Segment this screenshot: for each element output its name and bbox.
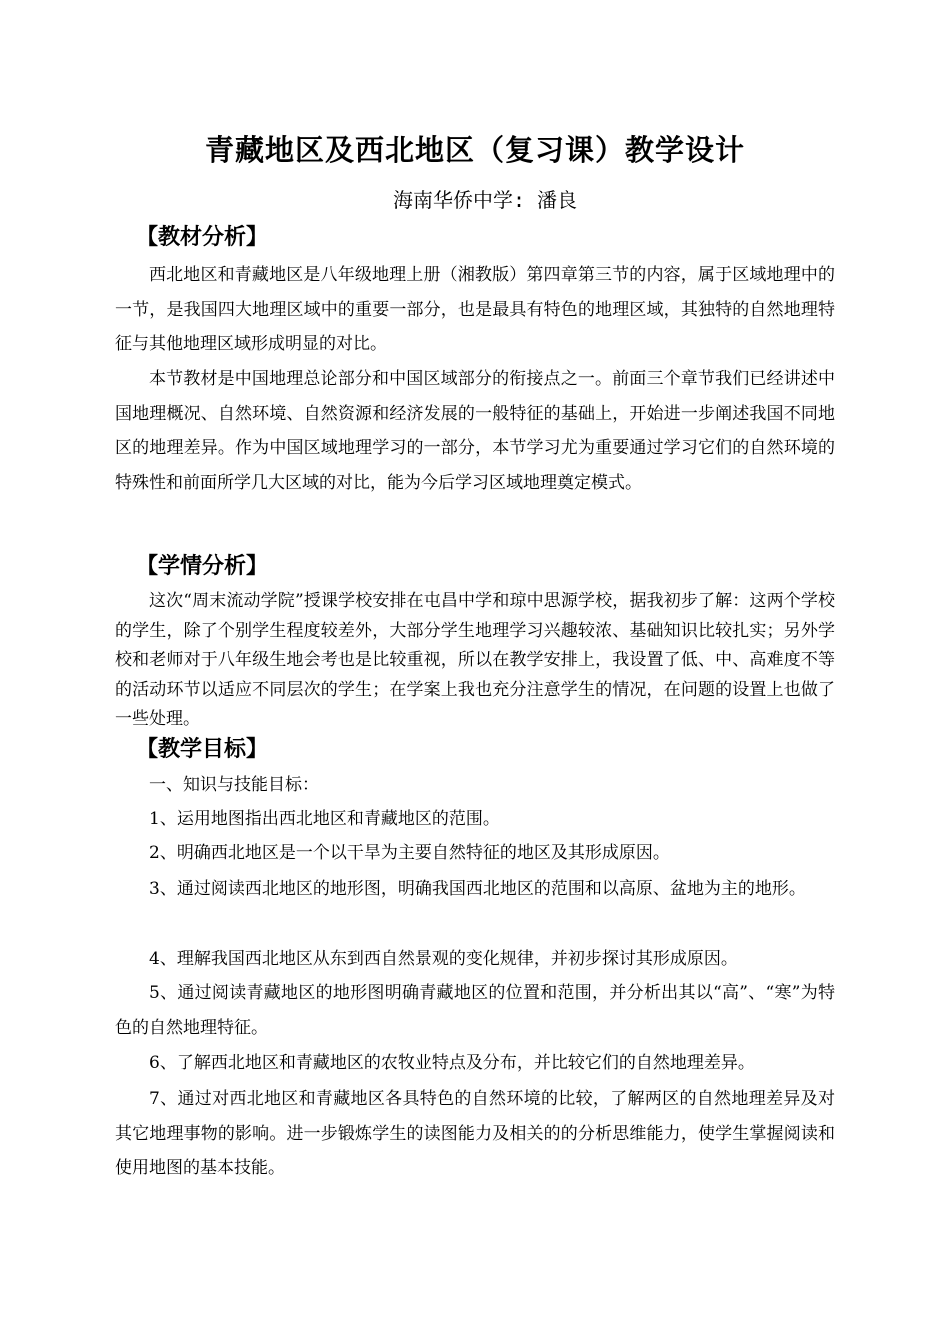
section-heading-goals: 【教学目标】	[136, 737, 269, 762]
goal-item-7: 7、通过对西北地区和青藏地区各具特色的自然环境的比较，了解两区的自然地理差异及对其它地理事物的影响。进一步锻炼学生的读图能力及相关的的分析思维能力，使学生掌握阅读和使用地图的基本技能。	[115, 1089, 835, 1178]
section-heading-materials: 【教材分析】	[136, 225, 269, 250]
goal-item-3: 3、通过阅读西北地区的地形图，明确我国西北地区的范围和以高原、盆地为主的地形。	[149, 879, 806, 899]
goal-item-4: 4、理解我国西北地区从东到西自然景观的变化规律，并初步探讨其形成原因。	[149, 949, 738, 969]
goal-item-2: 2、明确西北地区是一个以干旱为主要自然特征的地区及其形成原因。	[149, 843, 670, 863]
students-paragraph: 这次“周末流动学院”授课学校安排在屯昌中学和琼中思源学校，据我初步了解：这两个学校的学生，除了个别学生程度较差外，大部分学生地理学习兴趣较浓、基础知识比较扎实；另外学校和老师对于八年级生地会考也是比较重视，所以在教学安排上，我设置了低、中、高难度不等的活动环节以适应不同层次的学生；在学案上我也充分注意学生的情况，在问题的设置上也做了一些处理。	[115, 591, 835, 729]
goal-item-1: 1、运用地图指出西北地区和青藏地区的范围。	[149, 809, 500, 829]
materials-paragraph-1: 西北地区和青藏地区是八年级地理上册（湘教版）第四章第三节的内容，属于区域地理中的一节，是我国四大地理区域中的重要一部分，也是最具有特色的地理区域，其独特的自然地理特征与其他地理区域形成明显的对比。	[115, 265, 835, 354]
document-title: 青藏地区及西北地区（复习课）教学设计	[204, 133, 745, 167]
goals-subheading: 一、知识与技能目标：	[149, 775, 319, 795]
author-line: 海南华侨中学: 潘良	[392, 188, 578, 212]
goal-item-6: 6、了解西北地区和青藏地区的农牧业特点及分布，并比较它们的自然地理差异。	[149, 1053, 755, 1073]
section-heading-students: 【学情分析】	[136, 554, 269, 579]
goal-item-5: 5、通过阅读青藏地区的地形图明确青藏地区的位置和范围，并分析出其以“高”、“寒”为特色的自然地理特征。	[115, 983, 835, 1038]
materials-paragraph-2: 本节教材是中国地理总论部分和中国区域部分的衔接点之一。前面三个章节我们已经讲述中国地理概况、自然环境、自然资源和经济发展的一般特征的基础上，开始进一步阐述我国不同地区的地理差异。作为中国区域地理学习的一部分，本节学习尤为重要通过学习它们的自然环境的特殊性和前面所学几大区域的对比，能为今后学习区域地理奠定模式。	[115, 369, 835, 493]
